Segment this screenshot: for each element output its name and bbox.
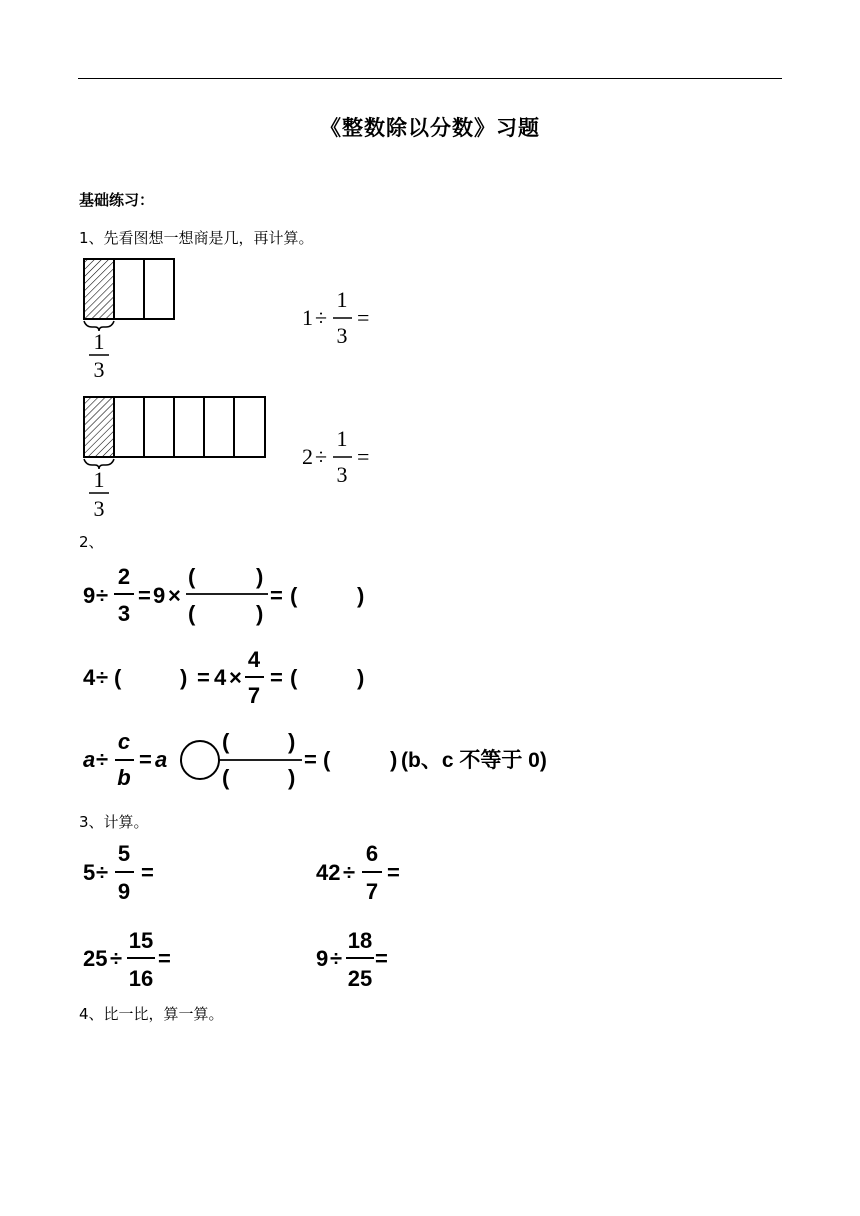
operator-circle-blank [181,741,219,779]
div-sign: ÷ [315,305,328,330]
fraction-den: 7 [247,683,261,708]
condition-note: (b、c 不等于 0) [401,749,547,772]
fraction-num: 5 [117,841,131,866]
multiplicand: 9 [153,583,166,608]
equals-sign: = [197,665,210,690]
answer-paren-open: ( [290,583,298,608]
answer-paren-close: ) [390,747,398,772]
paren-close: ) [256,564,264,589]
shaded-cell [84,397,114,457]
fraction-den: 25 [347,966,373,991]
bar-cell [114,259,144,319]
variable-a: a [83,747,96,772]
q3-item-2 [316,841,400,904]
equals-sign: = [270,583,283,608]
whole-number: 5 [83,860,96,885]
bar-cell [234,397,265,457]
paren-open: ( [222,729,230,754]
equals-sign: = [304,747,317,772]
paren-close: ) [288,765,296,790]
question-1-label: 1、先看图想一想商是几，再计算。 [79,229,314,247]
fraction-den: 3 [336,462,348,487]
q2-line-3 [83,729,547,790]
paren-open: ( [188,601,196,626]
whole-number: 9 [83,583,96,608]
whole-number: 1 [302,305,313,330]
equals-sign: = [387,860,400,885]
bar-cell [204,397,234,457]
diagram-fraction-num: 1 [93,467,105,492]
fraction-num: c [117,729,131,754]
fraction-den: 9 [117,879,131,904]
blank-paren-close: ) [180,665,188,690]
equals-sign: = [158,946,171,971]
paren-close: ) [256,601,264,626]
paren-open: ( [188,564,196,589]
fraction-num: 6 [365,841,379,866]
q2-line-2 [83,647,364,708]
variable-a: a [155,747,168,772]
div-sign: ÷ [315,444,328,469]
div-sign: ÷ [96,747,109,772]
equals-sign: = [270,665,283,690]
blank-paren-open: ( [114,665,122,690]
fraction-num: 18 [347,928,373,953]
fraction-num: 1 [336,426,348,451]
answer-paren-open: ( [290,665,298,690]
fraction-den: 7 [365,879,379,904]
bar-cell [144,259,174,319]
bar-cell [174,397,204,457]
page-title: 《整数除以分数》习题 [320,115,540,140]
bar-diagram-1 [84,259,174,382]
fraction-den: 3 [117,601,131,626]
answer-paren-open: ( [323,747,331,772]
div-sign: ÷ [330,946,343,971]
bar-cell [144,397,174,457]
diagram-fraction-den: 3 [93,496,105,521]
fraction-den: 16 [128,966,154,991]
bar-cell [114,397,144,457]
answer-paren-close: ) [357,583,365,608]
paren-open: ( [222,765,230,790]
bar-diagram-2 [84,397,265,521]
equals-sign: = [357,305,370,330]
q2-line-1 [83,564,364,626]
equals-sign: = [357,444,370,469]
whole-number: 42 [316,860,341,885]
q1-equation-2 [302,426,369,487]
fraction-num: 1 [336,287,348,312]
times-sign: × [229,665,242,690]
q3-item-4 [316,928,388,991]
times-sign: × [168,583,181,608]
fraction-den: 3 [336,323,348,348]
whole-number: 9 [316,946,329,971]
div-sign: ÷ [110,946,123,971]
q3-item-1 [83,841,154,904]
multiplicand: 4 [214,665,227,690]
q3-item-3 [83,928,171,991]
paren-close: ) [288,729,296,754]
whole-number: 2 [302,444,313,469]
div-sign: ÷ [96,860,109,885]
fraction-num: 2 [117,564,131,589]
equals-sign: = [138,583,151,608]
question-4-label: 4、比一比，算一算。 [79,1005,224,1023]
fraction-num: 4 [247,647,261,672]
equals-sign: = [139,747,152,772]
div-sign: ÷ [96,583,109,608]
diagram-fraction-den: 3 [93,357,105,382]
section-label: 基础练习： [79,191,155,209]
equals-sign: = [141,860,154,885]
diagram-fraction-num: 1 [93,329,105,354]
div-sign: ÷ [343,860,356,885]
answer-paren-close: ) [357,665,365,690]
shaded-cell [84,259,114,319]
q1-equation-1 [302,287,369,348]
fraction-den: b [117,765,131,790]
whole-number: 25 [83,946,108,971]
equals-sign: = [375,946,388,971]
whole-number: 4 [83,665,96,690]
question-3-label: 3、计算。 [79,813,149,831]
question-2-label: 2、 [79,533,104,551]
div-sign: ÷ [96,665,109,690]
fraction-num: 15 [128,928,154,953]
